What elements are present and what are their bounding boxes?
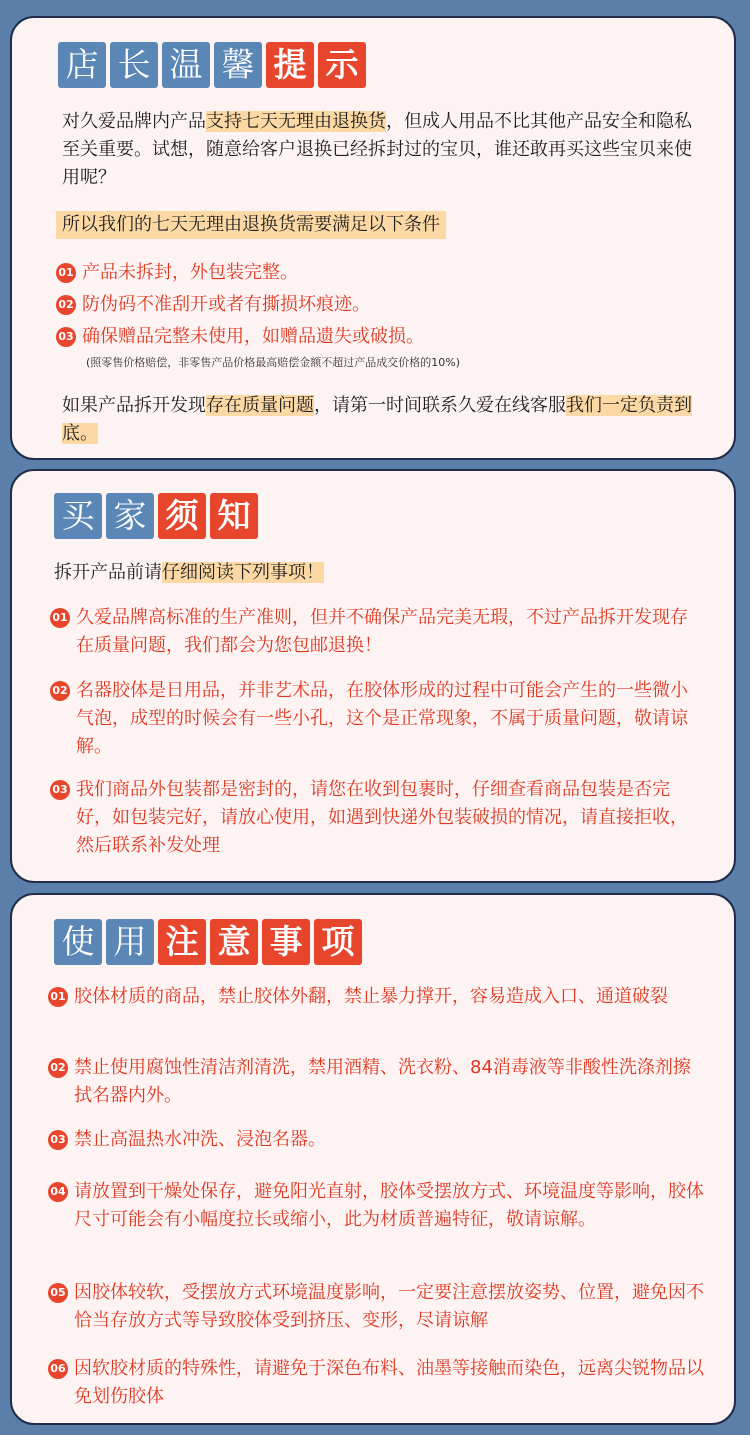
list-item [50, 776, 700, 860]
number-badge: 04 [48, 1182, 68, 1202]
title-char: 长 [110, 42, 158, 88]
number-badge: 02 [56, 295, 76, 315]
intro-highlight: 仔细阅读下列事项！ [162, 562, 324, 583]
usage-notice-title [54, 919, 362, 965]
intro-highlight: 支持七天无理由退换货 [206, 111, 386, 132]
intro-paragraph [62, 108, 708, 192]
list-item-text: 禁止高温热水冲洗、浸泡名器。 [74, 1129, 326, 1150]
list-item-text: 久爱品牌高标准的生产准则，但并不确保产品完美无瑕，不过产品拆开发现存在质量问题，我们都会为您包邮退换！ [76, 607, 688, 656]
read-instructions [54, 559, 324, 587]
footer-text: 如果产品拆开发现 [62, 395, 206, 416]
store-notice-title [58, 42, 366, 88]
intro-text: 对久爱品牌内产品 [62, 111, 206, 132]
compensation-note: (照零售价格赔偿，非零售产品价格最高赔偿金额不超过产品成交价格的10%) [86, 356, 461, 369]
list-item [48, 983, 704, 1011]
list-item-text: 胶体材质的商品，禁止胶体外翻，禁止暴力撑开，容易造成入口、通道破裂 [74, 986, 668, 1007]
title-char: 提 [266, 42, 314, 88]
number-badge: 01 [50, 608, 70, 628]
title-char: 使 [54, 919, 102, 965]
list-item [48, 1355, 704, 1411]
title-char: 用 [106, 919, 154, 965]
store-notice-card [10, 16, 736, 460]
footer-highlight: 存在质量问题 [206, 395, 314, 416]
footer-highlight: 我们一定负责到底。 [62, 395, 692, 444]
number-badge: 01 [56, 263, 76, 283]
number-badge: 03 [48, 1130, 68, 1150]
list-item-text: 防伪码不准刮开或者有撕损坏痕迹。 [82, 294, 370, 315]
list-item-text: 名器胶体是日用品，并非艺术品，在胶体形成的过程中可能会产生的一些微小气泡，成型的时候会有一些小孔，这个是正常现象，不属于质量问题，敬请谅解。 [76, 680, 688, 757]
title-char: 店 [58, 42, 106, 88]
title-char: 事 [262, 919, 310, 965]
buyer-notice-title [54, 493, 258, 539]
number-badge: 06 [48, 1359, 68, 1379]
list-item-text: 因胶体较软，受摆放方式环境温度影响，一定要注意摆放姿势、位置，避免因不恰当存放方式等导致胶体受到挤压、变形，尽请谅解 [74, 1282, 704, 1331]
list-item-text: 产品未拆封，外包装完整。 [82, 262, 298, 283]
title-char: 示 [318, 42, 366, 88]
list-item [48, 1279, 704, 1335]
conditions-banner: 所以我们的七天无理由退换货需要满足以下条件 [56, 211, 446, 239]
list-item [56, 323, 424, 351]
title-char: 须 [158, 493, 206, 539]
number-badge: 03 [50, 780, 70, 800]
number-badge: 03 [56, 327, 76, 347]
list-item [50, 604, 700, 660]
title-char: 家 [106, 493, 154, 539]
buyer-notice-card [10, 469, 736, 883]
list-item-text: 因软胶材质的特殊性，请避免于深色布料、油墨等接触而染色，远离尖锐物品以免划伤胶体 [74, 1358, 704, 1407]
number-badge: 05 [48, 1283, 68, 1303]
number-badge: 01 [48, 987, 68, 1007]
number-badge: 02 [48, 1058, 68, 1078]
list-item [48, 1126, 704, 1154]
title-char: 买 [54, 493, 102, 539]
number-badge: 02 [50, 681, 70, 701]
list-item [48, 1054, 704, 1110]
title-char: 意 [210, 919, 258, 965]
title-char: 馨 [214, 42, 262, 88]
list-item-text: 我们商品外包装都是密封的，请您在收到包裹时，仔细查看商品包装是否完好，如包装完好，请放心使用，如遇到快递外包装破损的情况，请直接拒收，然后联系补发处理 [76, 779, 688, 856]
title-char: 温 [162, 42, 210, 88]
title-char: 项 [314, 919, 362, 965]
list-item [50, 677, 700, 761]
list-item [56, 259, 298, 287]
list-item-text: 禁止使用腐蚀性清洁剂清洗，禁用酒精、洗衣粉、84消毒液等非酸性洗涤剂擦拭名器内外。 [74, 1057, 691, 1106]
intro-text: 拆开产品前请 [54, 562, 162, 583]
list-item-text: 确保赠品完整未使用，如赠品遗失或破损。 [82, 326, 424, 347]
footer-text: ，请第一时间联系久爱在线客服 [314, 395, 566, 416]
intro-text: ，但成人用品不比其他产品安全和隐私至关重要。试想，随意给客户退换已经拆封过的宝贝，谁还敢再买这些宝贝来使用呢？ [62, 111, 692, 188]
title-char: 知 [210, 493, 258, 539]
footer-paragraph [62, 392, 692, 448]
list-item [56, 291, 370, 319]
usage-notice-card [10, 893, 736, 1425]
list-item-text: 请放置到干燥处保存，避免阳光直射，胶体受摆放方式、环境温度等影响，胶体尺寸可能会有小幅度拉长或缩小，此为材质普遍特征，敬请谅解。 [74, 1181, 704, 1230]
list-item [48, 1178, 704, 1234]
title-char: 注 [158, 919, 206, 965]
